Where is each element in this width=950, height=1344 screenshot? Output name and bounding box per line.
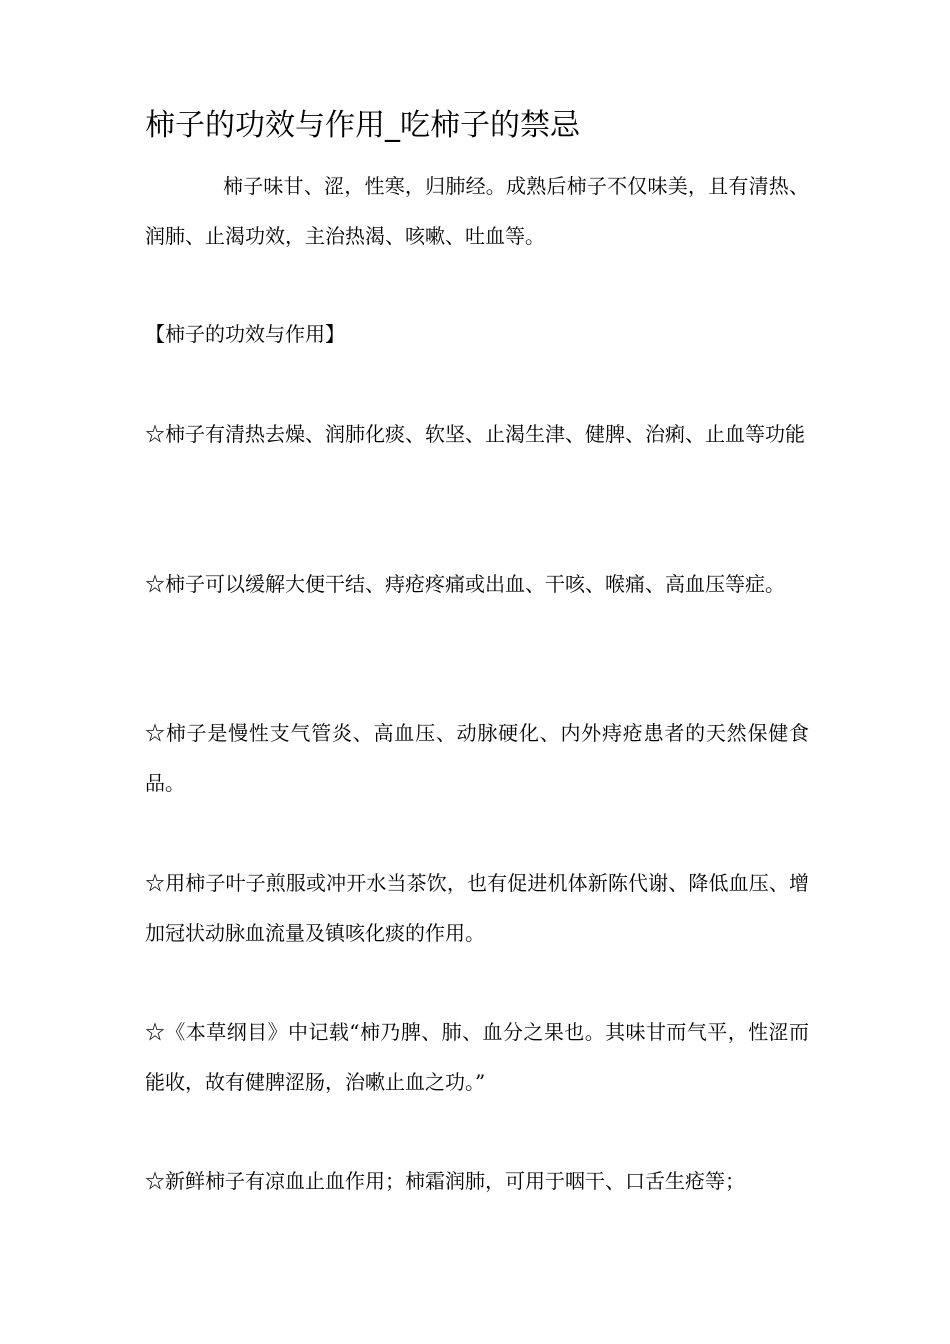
list-item: ☆柿子可以缓解大便干结、痔疮疼痛或出血、干咳、喉痛、高血压等症。 [145, 572, 785, 596]
document-title: 柿子的功效与作用_吃柿子的禁忌 [145, 108, 580, 143]
list-item: ☆用柿子叶子煎服或冲开水当茶饮，也有促进机体新陈代谢、降低血压、增加冠状动脉血流量及镇咳化痰的作用。 [145, 871, 809, 945]
list-item: ☆柿子有清热去燥、润肺化痰、软坚、止渴生津、健脾、治痢、止血等功能 [145, 422, 805, 446]
list-item: ☆《本草纲目》中记载“柿乃脾、肺、血分之果也。其味甘而气平，性涩而能收，故有健脾涩肠，治嗽止血之功。” [145, 1020, 809, 1094]
list-item: ☆新鲜柿子有凉血止血作用；柿霜润肺，可用于咽干、口舌生疮等； [145, 1169, 745, 1193]
list-item: ☆柿子是慢性支气管炎、高血压、动脉硬化、内外痔疮患者的天然保健食品。 [145, 721, 809, 795]
intro-paragraph: 柿子味甘、涩，性寒，归肺经。成熟后柿子不仅味美，且有清热、润肺、止渴功效，主治热渴、咳嗽、吐血等。 [145, 174, 809, 248]
section-heading: 【柿子的功效与作用】 [145, 322, 345, 346]
